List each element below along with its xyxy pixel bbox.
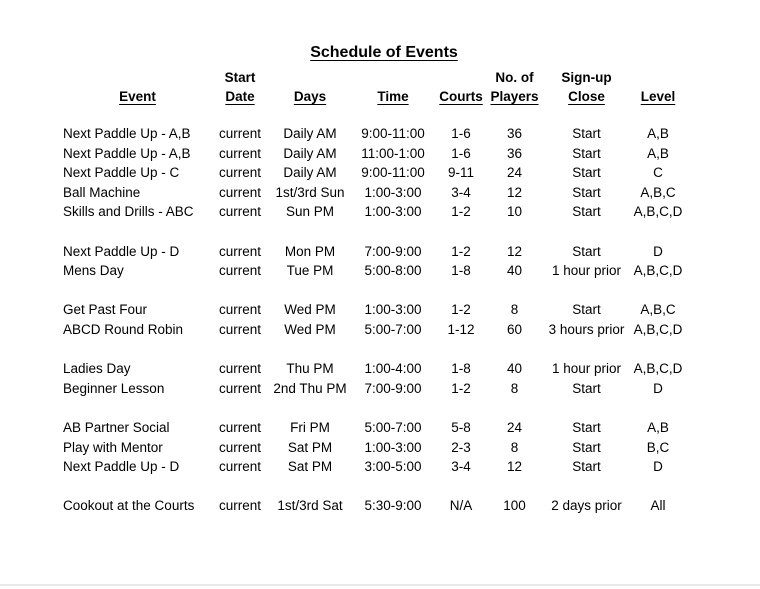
row-spacer bbox=[63, 340, 684, 360]
cell-days: 2nd Thu PM bbox=[273, 380, 347, 396]
cell-time: 7:00-9:00 bbox=[364, 243, 422, 259]
cell-signup-close: Start bbox=[572, 165, 601, 181]
cell-level: C bbox=[653, 165, 663, 181]
row-spacer-cell bbox=[63, 106, 684, 124]
col-header-courts: Courts bbox=[439, 89, 483, 104]
cell-players: 10 bbox=[506, 204, 523, 220]
cell-level: A,B bbox=[647, 419, 669, 435]
cell-signup-close: Start bbox=[572, 459, 601, 475]
table-row bbox=[63, 359, 684, 379]
cell-time: 1:00-3:00 bbox=[364, 302, 422, 318]
row-spacer-cell bbox=[63, 222, 684, 242]
cell-time: 1:00-4:00 bbox=[364, 361, 422, 377]
cell-days: Tue PM bbox=[286, 263, 334, 279]
cell-start-date: current bbox=[218, 459, 262, 475]
col-header-signup-close-line1: Sign-up bbox=[561, 70, 612, 85]
col-header-players: Players bbox=[490, 89, 539, 104]
cell-level: D bbox=[653, 459, 663, 475]
cell-event: Ball Machine bbox=[63, 184, 141, 200]
table-row bbox=[63, 183, 684, 203]
cell-level: A,B,C bbox=[640, 302, 676, 318]
cell-courts: 9-11 bbox=[447, 165, 475, 181]
cell-courts: 1-2 bbox=[451, 380, 471, 396]
col-header-time-line1 bbox=[352, 68, 434, 87]
cell-event: Play with Mentor bbox=[63, 439, 163, 455]
cell-level: A,B,C bbox=[640, 184, 676, 200]
cell-event: Mens Day bbox=[63, 263, 124, 279]
col-header-event: Event bbox=[119, 89, 156, 104]
cell-days: Daily AM bbox=[283, 126, 337, 141]
cell-players: 60 bbox=[506, 321, 523, 337]
cell-event: Cookout at the Courts bbox=[63, 498, 195, 514]
cell-event: Beginner Lesson bbox=[63, 380, 165, 396]
table-row bbox=[63, 261, 684, 281]
cell-time: 5:00-8:00 bbox=[364, 263, 422, 279]
cell-start-date: current bbox=[218, 204, 262, 220]
cell-players: 8 bbox=[510, 302, 519, 318]
col-header-level: Level bbox=[640, 89, 676, 104]
col-header-signup-close: Close bbox=[568, 89, 605, 104]
cell-start-date: current bbox=[218, 361, 262, 377]
cell-signup-close: Start bbox=[572, 145, 601, 161]
cell-time: 7:00-9:00 bbox=[364, 380, 422, 396]
row-spacer-cell bbox=[63, 281, 684, 301]
cell-level: A,B bbox=[647, 145, 669, 161]
col-header-days: Days bbox=[293, 89, 327, 104]
cell-days: 1st/3rd Sun bbox=[275, 184, 345, 200]
cell-time: 1:00-3:00 bbox=[364, 204, 422, 220]
cell-event: Skills and Drills - ABC bbox=[63, 204, 194, 220]
cell-players: 8 bbox=[510, 380, 519, 396]
table-row bbox=[63, 300, 684, 320]
cell-start-date: current bbox=[218, 321, 262, 337]
cell-signup-close: 3 hours prior bbox=[548, 321, 625, 337]
cell-players: 24 bbox=[506, 165, 523, 181]
cell-signup-close: Start bbox=[572, 243, 601, 259]
cell-start-date: current bbox=[218, 302, 262, 318]
cell-days: Daily AM bbox=[283, 145, 337, 161]
table-row bbox=[63, 457, 684, 477]
cell-signup-close: Start bbox=[572, 439, 601, 455]
cell-players: 40 bbox=[506, 361, 523, 377]
page-edge-divider bbox=[0, 584, 760, 586]
cell-signup-close: Start bbox=[572, 126, 601, 141]
cell-signup-close: 1 hour prior bbox=[551, 263, 622, 279]
cell-days: Sat PM bbox=[287, 459, 333, 475]
cell-level: All bbox=[650, 498, 666, 514]
table-header bbox=[63, 68, 684, 106]
table-row bbox=[63, 144, 684, 164]
cell-signup-close: Start bbox=[572, 380, 601, 396]
cell-level: B,C bbox=[646, 439, 670, 455]
cell-level: A,B,C,D bbox=[633, 321, 683, 337]
table-row bbox=[63, 124, 684, 144]
cell-time: 5:30-9:00 bbox=[364, 498, 422, 514]
col-header-players-line1: No. of bbox=[495, 70, 534, 85]
cell-courts: 3-4 bbox=[451, 184, 471, 200]
cell-time: 1:00-3:00 bbox=[364, 184, 422, 200]
cell-time: 3:00-5:00 bbox=[364, 459, 422, 475]
cell-days: 1st/3rd Sat bbox=[277, 498, 343, 514]
cell-time: 5:00-7:00 bbox=[364, 419, 422, 435]
col-header-days-line1 bbox=[268, 68, 352, 87]
col-header-courts-line1 bbox=[434, 68, 488, 87]
cell-days: Mon PM bbox=[284, 243, 336, 259]
cell-courts: 1-6 bbox=[451, 145, 471, 161]
cell-start-date: current bbox=[218, 419, 262, 435]
cell-days: Daily AM bbox=[283, 165, 337, 181]
row-spacer bbox=[63, 398, 684, 418]
cell-start-date: current bbox=[218, 243, 262, 259]
cell-days: Fri PM bbox=[290, 419, 330, 435]
cell-signup-close: Start bbox=[572, 302, 601, 318]
row-spacer bbox=[63, 281, 684, 301]
table-row bbox=[63, 320, 684, 340]
cell-time: 9:00-11:00 bbox=[361, 165, 425, 181]
col-header-event-line1 bbox=[63, 68, 212, 87]
cell-start-date: current bbox=[218, 145, 262, 161]
row-spacer-cell bbox=[63, 477, 684, 497]
cell-signup-close: Start bbox=[572, 184, 601, 200]
table-row bbox=[63, 496, 684, 516]
cell-start-date: current bbox=[218, 184, 262, 200]
cell-players: 36 bbox=[506, 126, 523, 141]
schedule-table bbox=[63, 68, 684, 516]
cell-event: Next Paddle Up - D bbox=[63, 243, 180, 259]
cell-time: 9:00-11:00 bbox=[361, 126, 425, 141]
cell-courts: 2-3 bbox=[451, 439, 471, 455]
cell-level: A,B,C,D bbox=[633, 204, 683, 220]
cell-courts: 1-6 bbox=[451, 126, 471, 141]
col-header-time: Time bbox=[377, 89, 409, 104]
cell-signup-close: 2 days prior bbox=[551, 498, 622, 514]
cell-time: 11:00-1:00 bbox=[361, 145, 425, 161]
cell-courts: 1-2 bbox=[451, 302, 471, 318]
cell-courts: 1-8 bbox=[451, 361, 471, 377]
cell-days: Sun PM bbox=[285, 204, 335, 220]
table-row bbox=[63, 438, 684, 458]
cell-level: A,B bbox=[647, 126, 669, 141]
cell-event: Next Paddle Up - A,B bbox=[63, 145, 191, 161]
table-row bbox=[63, 242, 684, 262]
cell-players: 24 bbox=[506, 419, 523, 435]
cell-event: AB Partner Social bbox=[63, 419, 170, 435]
cell-start-date: current bbox=[218, 498, 262, 514]
cell-event: Next Paddle Up - D bbox=[63, 459, 180, 475]
cell-players: 12 bbox=[506, 243, 523, 259]
col-header-start-date: Date bbox=[225, 89, 255, 104]
cell-players: 36 bbox=[506, 145, 523, 161]
row-spacer bbox=[63, 222, 684, 242]
row-spacer bbox=[63, 106, 684, 124]
cell-days: Thu PM bbox=[286, 361, 334, 377]
table-row bbox=[63, 202, 684, 222]
row-spacer-cell bbox=[63, 398, 684, 418]
cell-level: A,B,C,D bbox=[633, 361, 683, 377]
cell-start-date: current bbox=[218, 439, 262, 455]
col-header-level-line1 bbox=[632, 68, 684, 87]
cell-level: A,B,C,D bbox=[633, 263, 683, 279]
cell-days: Wed PM bbox=[284, 321, 336, 337]
cell-level: D bbox=[653, 380, 663, 396]
row-spacer-cell bbox=[63, 340, 684, 360]
header-row-top bbox=[63, 68, 684, 87]
cell-start-date: current bbox=[218, 165, 262, 181]
table-row bbox=[63, 379, 684, 399]
cell-signup-close: 1 hour prior bbox=[551, 361, 622, 377]
cell-time: 1:00-3:00 bbox=[364, 439, 422, 455]
schedule-content bbox=[63, 43, 684, 516]
page-title: Schedule of Events bbox=[310, 44, 458, 61]
cell-courts: 1-2 bbox=[451, 243, 471, 259]
cell-courts: 1-2 bbox=[451, 204, 471, 220]
cell-courts: 3-4 bbox=[451, 459, 471, 475]
table-row bbox=[63, 163, 684, 183]
cell-players: 40 bbox=[506, 263, 523, 279]
col-header-start-date-line1: Start bbox=[224, 70, 256, 85]
cell-players: 12 bbox=[506, 459, 523, 475]
cell-event: Get Past Four bbox=[63, 302, 148, 318]
cell-courts: N/A bbox=[449, 498, 473, 514]
cell-days: Wed PM bbox=[284, 302, 336, 318]
cell-players: 8 bbox=[510, 439, 519, 455]
cell-time: 5:00-7:00 bbox=[364, 321, 422, 337]
cell-days: Sat PM bbox=[287, 439, 333, 455]
cell-courts: 1-12 bbox=[447, 321, 475, 337]
cell-level: D bbox=[653, 243, 663, 259]
cell-event: Ladies Day bbox=[63, 361, 131, 377]
table-body bbox=[63, 106, 684, 516]
cell-players: 12 bbox=[506, 184, 523, 200]
cell-signup-close: Start bbox=[572, 204, 601, 220]
cell-courts: 1-8 bbox=[451, 263, 471, 279]
table-row bbox=[63, 418, 684, 438]
cell-event: ABCD Round Robin bbox=[63, 321, 184, 337]
header-row-bottom bbox=[63, 87, 684, 106]
cell-signup-close: Start bbox=[572, 419, 601, 435]
cell-start-date: current bbox=[218, 126, 262, 141]
cell-players: 100 bbox=[503, 498, 526, 514]
cell-event: Next Paddle Up - C bbox=[63, 165, 180, 181]
cell-start-date: current bbox=[218, 263, 262, 279]
row-spacer bbox=[63, 477, 684, 497]
cell-courts: 5-8 bbox=[451, 419, 471, 435]
cell-event: Next Paddle Up - A,B bbox=[63, 126, 191, 141]
cell-start-date: current bbox=[218, 380, 262, 396]
